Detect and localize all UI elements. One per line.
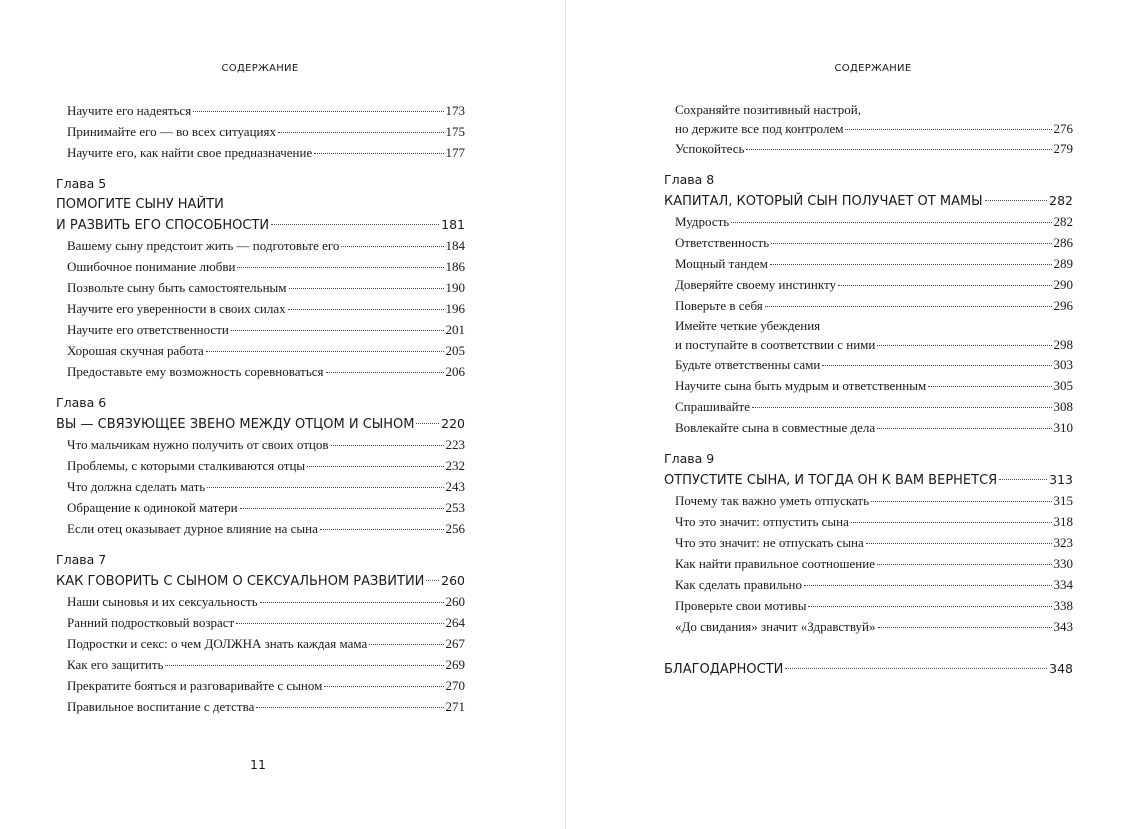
entry-page: 205 xyxy=(445,343,465,358)
chapter-title-line: КАПИТАЛ, КОТОРЫЙ СЫН ПОЛУЧАЕТ ОТ МАМЫ xyxy=(664,194,983,209)
entry-page: 206 xyxy=(445,364,465,379)
toc-entry[interactable] xyxy=(56,434,465,455)
entry-page: 271 xyxy=(445,699,465,714)
toc-entry[interactable] xyxy=(664,138,1073,159)
entry-title: Что это значит: отпустить сына xyxy=(675,514,849,529)
entry-page: 270 xyxy=(445,678,465,693)
chapter-9 xyxy=(664,448,1073,637)
toc-left xyxy=(56,100,465,717)
entry-title: «До свидания» значит «Здравствуй» xyxy=(675,619,876,634)
chapter-title-line: ВЫ — СВЯЗУЮЩЕЕ ЗВЕНО МЕЖДУ ОТЦОМ И СЫНОМ xyxy=(56,417,415,432)
dot-leader xyxy=(369,644,443,645)
dot-leader xyxy=(804,585,1052,586)
entry-title: Научите его, как найти свое предназначение xyxy=(67,145,313,160)
dot-leader xyxy=(206,351,444,352)
dot-leader xyxy=(260,602,444,603)
toc-entry[interactable] xyxy=(56,319,465,340)
entry-page: 315 xyxy=(1053,493,1073,508)
entry-page: 260 xyxy=(445,594,465,609)
entry-page: 330 xyxy=(1053,556,1073,571)
entry-page: 305 xyxy=(1053,378,1073,393)
chapter-label: Глава 8 xyxy=(664,172,715,187)
acknowledgements-page: 348 xyxy=(1049,661,1073,676)
entry-page: 343 xyxy=(1053,619,1073,634)
entry-title: Хорошая скучная работа xyxy=(67,343,204,358)
chapter-7 xyxy=(56,549,465,717)
entry-title: Вашему сыну предстоит жить — подготовьте его xyxy=(67,238,340,253)
dot-leader xyxy=(999,479,1047,480)
chapter-title-row xyxy=(56,571,465,591)
entry-title-line: Имейте четкие убеждения xyxy=(675,318,821,333)
chapter-5 xyxy=(56,173,465,382)
dot-leader xyxy=(278,132,444,133)
entry-page: 298 xyxy=(1053,337,1073,352)
dot-leader xyxy=(746,149,1051,150)
dot-leader xyxy=(240,508,444,509)
toc-entry[interactable] xyxy=(664,211,1073,232)
chapter-page: 260 xyxy=(441,573,465,588)
entry-title: Что это значит: не отпускать сына xyxy=(675,535,864,550)
entry-page: 334 xyxy=(1053,577,1073,592)
entry-title: но держите все под контролем xyxy=(675,121,844,136)
toc-entry[interactable] xyxy=(56,361,465,382)
entry-title: Научите сына быть мудрым и ответственным xyxy=(675,378,927,393)
toc-entry[interactable] xyxy=(664,295,1073,316)
left-page xyxy=(0,0,566,829)
toc-entry[interactable] xyxy=(56,633,465,654)
toc-entry[interactable] xyxy=(664,375,1073,396)
dot-leader xyxy=(877,345,1051,346)
toc-entry[interactable] xyxy=(56,340,465,361)
toc-entry[interactable] xyxy=(56,455,465,476)
chapter-title-line: ПОМОГИТЕ СЫНУ НАЙТИ xyxy=(56,197,224,212)
toc-entry[interactable] xyxy=(664,232,1073,253)
dot-leader xyxy=(326,372,444,373)
entry-title: Ответственность xyxy=(675,235,770,250)
entry-page: 253 xyxy=(445,500,465,515)
chapter-title-line: КАК ГОВОРИТЬ С СЫНОМ О СЕКСУАЛЬНОМ РАЗВИТИИ xyxy=(56,574,425,589)
chapter-label: Глава 6 xyxy=(56,395,107,410)
chapter-page: 181 xyxy=(441,217,465,232)
dot-leader xyxy=(320,529,444,530)
entry-page: 276 xyxy=(1053,121,1073,136)
dot-leader xyxy=(165,665,443,666)
dot-leader xyxy=(236,623,443,624)
entry-row xyxy=(675,119,1073,138)
entry-page: 177 xyxy=(445,145,465,160)
toc-entry[interactable] xyxy=(664,274,1073,295)
dot-leader xyxy=(256,707,443,708)
entry-title: Как сделать правильно xyxy=(675,577,802,592)
chapter-title-line: ОТПУСТИТЕ СЫНА, И ТОГДА ОН К ВАМ ВЕРНЕТСЯ xyxy=(664,473,998,488)
chapter-title-row xyxy=(56,215,465,235)
entry-page: 175 xyxy=(445,124,465,139)
entry-title: Подростки и секс: о чем ДОЛЖНА знать каждая мама xyxy=(67,636,368,651)
entry-title: Позвольте сыну быть самостоятельным xyxy=(67,280,287,295)
dot-leader xyxy=(771,243,1051,244)
dot-leader xyxy=(878,627,1052,628)
entry-page: 290 xyxy=(1053,277,1073,292)
toc-entry[interactable] xyxy=(56,121,465,142)
dot-leader xyxy=(237,267,443,268)
dot-leader xyxy=(765,306,1052,307)
entry-page: 267 xyxy=(445,636,465,651)
dot-leader xyxy=(314,153,443,154)
entry-title: Проблемы, с которыми сталкиваются отцы xyxy=(67,458,306,473)
entry-page: 190 xyxy=(445,280,465,295)
entry-page: 173 xyxy=(445,103,465,118)
chapter-title[interactable] xyxy=(56,571,465,591)
toc-entry[interactable] xyxy=(56,696,465,717)
toc-entry[interactable] xyxy=(56,654,465,675)
entry-title: Спрашивайте xyxy=(675,399,751,414)
entry-title: Будьте ответственны сами xyxy=(675,357,821,372)
toc-entry[interactable] xyxy=(664,595,1073,616)
dot-leader xyxy=(207,487,443,488)
chapter-page: 282 xyxy=(1049,193,1073,208)
toc-entry[interactable] xyxy=(664,100,1073,138)
toc-entry[interactable] xyxy=(664,616,1073,637)
dot-leader xyxy=(307,466,443,467)
toc-entry[interactable] xyxy=(664,316,1073,354)
chapter-title[interactable] xyxy=(664,470,1073,490)
dot-leader xyxy=(231,330,444,331)
chapter-title[interactable] xyxy=(664,191,1073,211)
toc-entry[interactable] xyxy=(56,100,465,121)
entry-page: 186 xyxy=(445,259,465,274)
dot-leader xyxy=(838,285,1052,286)
dot-leader xyxy=(985,200,1047,201)
toc-entry[interactable] xyxy=(664,396,1073,417)
entry-page: 184 xyxy=(445,238,465,253)
entry-page: 303 xyxy=(1053,357,1073,372)
entry-page: 323 xyxy=(1053,535,1073,550)
toc-entry[interactable] xyxy=(664,532,1073,553)
entry-title: Научите его надеяться xyxy=(67,103,192,118)
entry-page: 286 xyxy=(1053,235,1073,250)
entry-title-line: Сохраняйте позитивный настрой, xyxy=(675,102,861,117)
toc-right xyxy=(664,100,1073,679)
toc-entry[interactable] xyxy=(56,675,465,696)
entry-title: Ранний подростковый возраст xyxy=(67,615,235,630)
entry-title: Предоставьте ему возможность соревноваться xyxy=(67,364,324,379)
toc-entry[interactable] xyxy=(56,142,465,163)
dot-leader xyxy=(416,423,439,424)
dot-leader xyxy=(731,222,1051,223)
toc-entry[interactable] xyxy=(56,612,465,633)
chapter-title-row xyxy=(664,658,1073,679)
entry-page: 279 xyxy=(1053,141,1073,156)
entry-page: 269 xyxy=(445,657,465,672)
chapter-title-line: И РАЗВИТЬ ЕГО СПОСОБНОСТИ xyxy=(56,218,270,233)
entry-title: Прекратите бояться и разговаривайте с сыном xyxy=(67,678,323,693)
entry-page: 196 xyxy=(445,301,465,316)
dot-leader xyxy=(866,543,1052,544)
toc-entry[interactable] xyxy=(664,490,1073,511)
toc-entry[interactable] xyxy=(56,235,465,256)
entry-title: Принимайте его — во всех ситуациях xyxy=(67,124,276,139)
page-number: 11 xyxy=(250,757,266,772)
toc-entry[interactable] xyxy=(664,574,1073,595)
chapter-label: Глава 5 xyxy=(56,176,107,191)
dot-leader xyxy=(928,386,1051,387)
dot-leader xyxy=(877,564,1052,565)
entry-page: 243 xyxy=(445,479,465,494)
toc-entry[interactable] xyxy=(664,417,1073,438)
entry-page: 223 xyxy=(445,437,465,452)
entry-title: Успокойтесь xyxy=(675,141,745,156)
dot-leader xyxy=(851,522,1052,523)
entry-page: 318 xyxy=(1053,514,1073,529)
entry-title: Мудрость xyxy=(675,214,730,229)
acknowledgements-entry[interactable] xyxy=(664,658,1073,679)
chapter-label: Глава 9 xyxy=(664,451,715,466)
dot-leader xyxy=(770,264,1052,265)
chapter-label: Глава 7 xyxy=(56,552,107,567)
running-head: СОДЕРЖАНИЕ xyxy=(834,63,912,74)
dot-leader xyxy=(193,111,443,112)
dot-leader xyxy=(822,365,1051,366)
chapter-8 xyxy=(664,169,1073,438)
chapter-title[interactable] xyxy=(56,195,465,235)
entry-title: Проверьте свои мотивы xyxy=(675,598,807,613)
toc-entry[interactable] xyxy=(56,476,465,497)
entry-title: Научите его уверенности в своих силах xyxy=(67,301,286,316)
entry-page: 264 xyxy=(445,615,465,630)
entry-page: 201 xyxy=(445,322,465,337)
dot-leader xyxy=(289,288,444,289)
entry-title: Доверяйте своему инстинкту xyxy=(675,277,836,292)
entry-title: Если отец оказывает дурное влияние на сына xyxy=(67,521,318,536)
dot-leader xyxy=(324,686,443,687)
entry-page: 310 xyxy=(1053,420,1073,435)
toc-entry[interactable] xyxy=(56,277,465,298)
entry-title: Как найти правильное соотношение xyxy=(675,556,875,571)
entry-page: 289 xyxy=(1053,256,1073,271)
toc-entry[interactable] xyxy=(664,553,1073,574)
chapter-title-row xyxy=(664,191,1073,211)
entry-page: 282 xyxy=(1053,214,1073,229)
toc-entry[interactable] xyxy=(56,497,465,518)
dot-leader xyxy=(808,606,1051,607)
entry-title: Вовлекайте сына в совместные дела xyxy=(675,420,876,435)
toc-entry[interactable] xyxy=(56,256,465,277)
entry-title: Как его защитить xyxy=(67,657,164,672)
entry-title: Ошибочное понимание любви xyxy=(67,259,236,274)
dot-leader xyxy=(288,309,444,310)
chapter-title[interactable] xyxy=(56,414,465,434)
entry-title: Что мальчикам нужно получить от своих отцов xyxy=(67,437,329,452)
dot-leader xyxy=(426,580,439,581)
toc-entry[interactable] xyxy=(56,298,465,319)
entry-title: и поступайте в соответствии с ними xyxy=(675,337,876,352)
entry-page: 338 xyxy=(1053,598,1073,613)
right-page xyxy=(566,0,1133,829)
entry-page: 232 xyxy=(445,458,465,473)
dot-leader xyxy=(877,428,1051,429)
entry-title: Правильное воспитание с детства xyxy=(67,699,255,714)
entry-title: Что должна сделать мать xyxy=(67,479,206,494)
chapter-page: 313 xyxy=(1049,472,1073,487)
entry-title: Научите его ответственности xyxy=(67,322,229,337)
dot-leader xyxy=(341,246,443,247)
toc-entry[interactable] xyxy=(664,253,1073,274)
entry-page: 256 xyxy=(445,521,465,536)
dot-leader xyxy=(785,668,1047,669)
chapter-page: 220 xyxy=(441,416,465,431)
dot-leader xyxy=(752,407,1051,408)
entry-title: Обращение к одинокой матери xyxy=(67,500,238,515)
running-head: СОДЕРЖАНИЕ xyxy=(221,63,299,74)
toc-entry[interactable] xyxy=(56,518,465,539)
chapter-title-row xyxy=(56,414,465,434)
acknowledgements-title: БЛАГОДАРНОСТИ xyxy=(664,662,784,677)
dot-leader xyxy=(271,224,439,225)
toc-entry[interactable] xyxy=(664,511,1073,532)
toc-entry[interactable] xyxy=(56,591,465,612)
toc-entry[interactable] xyxy=(664,354,1073,375)
entry-title: Наши сыновья и их сексуальность xyxy=(67,594,258,609)
entry-page: 308 xyxy=(1053,399,1073,414)
entry-row xyxy=(675,335,1073,354)
entry-title: Мощный тандем xyxy=(675,256,768,271)
dot-leader xyxy=(331,445,444,446)
dot-leader xyxy=(871,501,1051,502)
chapter-6 xyxy=(56,392,465,539)
dot-leader xyxy=(845,129,1051,130)
chapter-title-row xyxy=(664,470,1073,490)
entry-title: Почему так важно уметь отпускать xyxy=(675,493,870,508)
entry-page: 296 xyxy=(1053,298,1073,313)
entry-title: Поверьте в себя xyxy=(675,298,763,313)
